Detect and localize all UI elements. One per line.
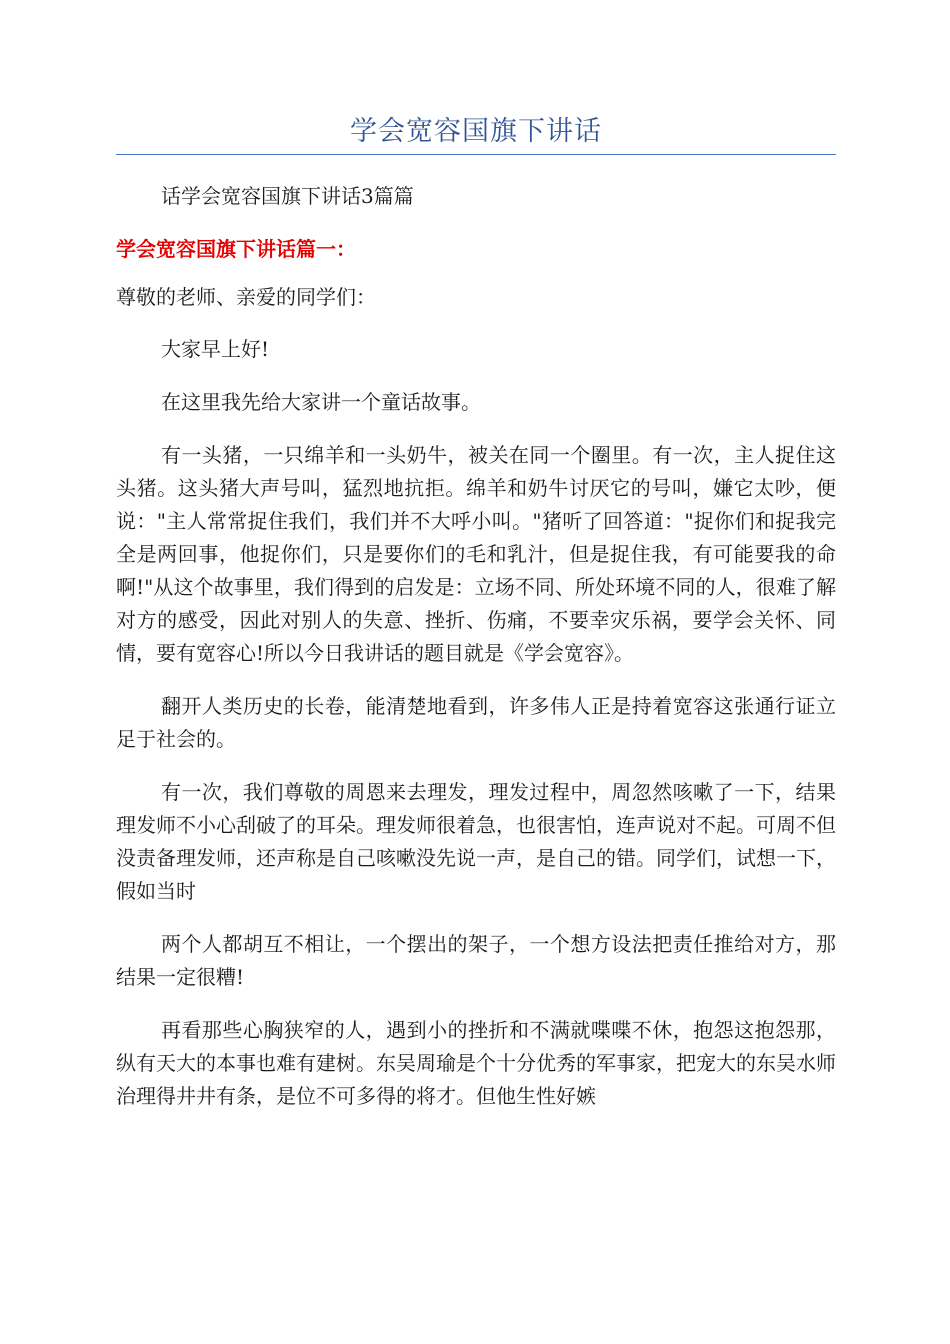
document-body xyxy=(116,333,836,1133)
paragraph: 两个人都胡互不相让，一个摆出的架子，一个想方设法把责任推给对方，那结果一定很糟! xyxy=(116,932,836,989)
paragraph: 再看那些心胸狭窄的人，遇到小的挫折和不满就喋喋不休，抱怨这抱怨那，纵有天大的本事也难有建树。东吴周瑜是个十分优秀的军事家，把宠大的东吴水师治理得井井有条，是位不可多得的将才。但他生性好嫉 xyxy=(116,1018,836,1108)
paragraph: 在这里我先给大家讲一个童话故事。 xyxy=(161,390,481,414)
paragraph: 大家早上好! xyxy=(161,337,270,361)
document-title: 学会宽容国旗下讲话 xyxy=(350,116,602,147)
paragraph: 有一头猪，一只绵羊和一头奶牛，被关在同一个圈里。有一次，主人捉住这头猪。这头猪大声号叫，猛烈地抗拒。绵羊和奶牛讨厌它的号叫，嫌它太吵，便说："主人常常捉住我们，我们并不大呼小叫。"猪听了回答道："捉你们和捉我完全是两回事，他捉你们，只是要你们的毛和乳汁，但是捉住我，有可能要我的命啊!"从这个故事里，我们得到的启发是：立场不同、所处环境不同的人，很难了解对方的感受，因此对别人的失意、挫折、伤痛，不要幸灾乐祸，要学会关怀、同情，要有宽容心!所以今日我讲话的题目就是《学会宽容》。 xyxy=(116,443,836,665)
document-subtitle: 话学会宽容国旗下讲话3篇篇 xyxy=(161,184,414,208)
section-heading: 学会宽容国旗下讲话篇一： xyxy=(116,237,356,261)
paragraph: 翻开人类历史的长卷，能清楚地看到，许多伟人正是持着宽容这张通行证立足于社会的。 xyxy=(116,694,836,751)
paragraph: 有一次，我们尊敬的周恩来去理发，理发过程中，周忽然咳嗽了一下，结果理发师不小心刮破了的耳朵。理发师很着急，也很害怕，连声说对不起。可周不但没责备理发师，还声称是自己咳嗽没先说一声，是自己的错。同学们，试想一下，假如当时 xyxy=(116,780,836,903)
salutation: 尊敬的老师、亲爱的同学们： xyxy=(116,285,376,309)
title-underline xyxy=(116,154,836,155)
